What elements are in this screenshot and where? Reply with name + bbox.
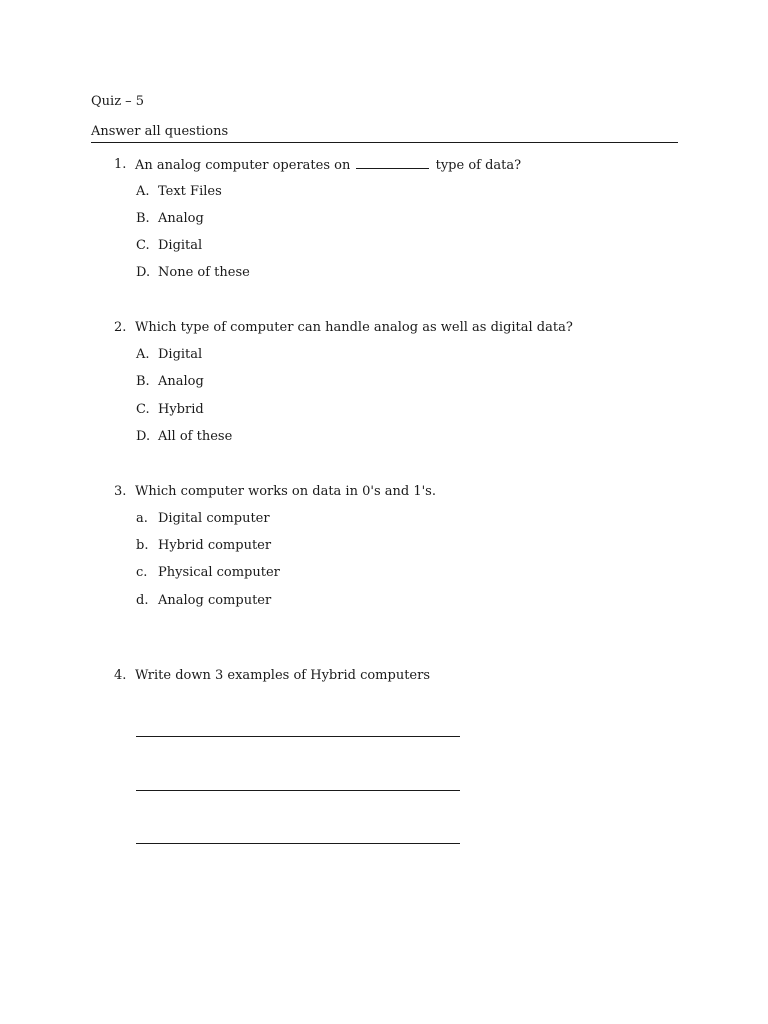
option-text: Hybrid	[158, 402, 204, 417]
answer-line-1[interactable]	[136, 736, 460, 737]
question-number: 1.	[114, 157, 127, 172]
option-text: None of these	[158, 265, 250, 280]
option-letter: a.	[136, 511, 148, 526]
option-text: Text Files	[158, 184, 222, 199]
option-letter: D.	[136, 265, 151, 280]
answer-line-3[interactable]	[136, 843, 460, 844]
fill-in-blank[interactable]	[356, 157, 429, 169]
question-number: 3.	[114, 484, 127, 499]
option-letter: C.	[136, 238, 150, 253]
option-letter: C.	[136, 402, 150, 417]
option-text: Digital	[158, 238, 203, 253]
option-letter: d.	[136, 593, 149, 608]
answer-line-2[interactable]	[136, 790, 460, 791]
instructions: Answer all questions	[91, 124, 229, 139]
option-letter: b.	[136, 538, 149, 553]
option-letter: c.	[136, 565, 148, 580]
option-letter: A.	[136, 184, 150, 199]
option-letter: A.	[136, 347, 150, 362]
option-text: Analog	[158, 211, 204, 226]
quiz-title: Quiz – 5	[91, 94, 145, 109]
question-number: 4.	[114, 668, 127, 683]
question-number: 2.	[114, 320, 127, 335]
option-text: Physical computer	[158, 565, 280, 580]
option-text: Analog computer	[158, 593, 272, 608]
question-text: An analog computer operates on type of data?	[135, 158, 522, 173]
option-letter: B.	[136, 211, 150, 226]
option-text: Hybrid computer	[158, 538, 272, 553]
header-rule	[91, 142, 678, 143]
option-text: All of these	[158, 429, 233, 444]
option-text: Digital computer	[158, 511, 270, 526]
option-text: Digital	[158, 347, 203, 362]
question-text: Write down 3 examples of Hybrid computers	[135, 668, 430, 683]
option-text: Analog	[158, 374, 204, 389]
question-text: Which type of computer can handle analog as well as digital data?	[135, 320, 573, 335]
option-letter: D.	[136, 429, 151, 444]
question-text: Which computer works on data in 0's and 1's.	[135, 484, 436, 499]
option-letter: B.	[136, 374, 150, 389]
